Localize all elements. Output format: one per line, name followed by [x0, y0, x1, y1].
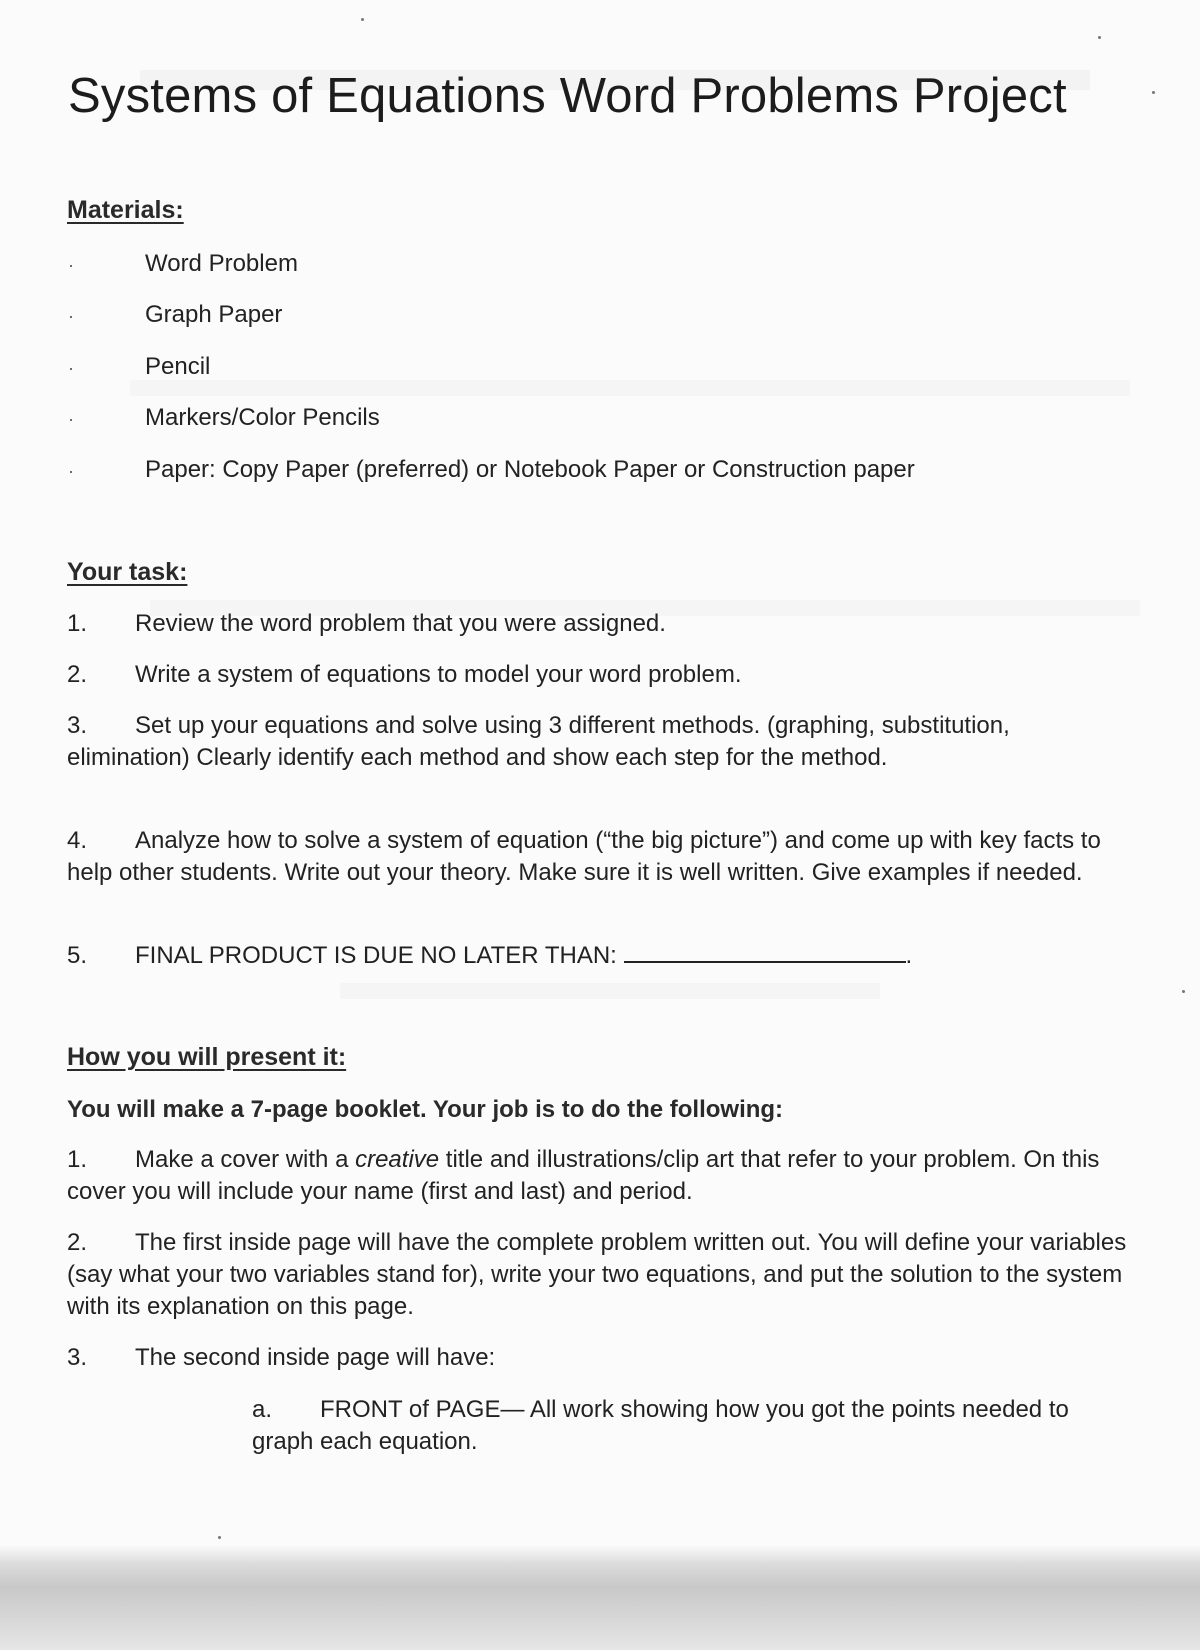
task-item-number: 5. [67, 942, 88, 969]
bullet-icon: · [68, 358, 74, 378]
present-item-emphasis: creative [355, 1146, 440, 1173]
task-item-text: FINAL PRODUCT IS DUE NO LATER THAN: [135, 942, 617, 969]
task-item-text: Review the word problem that you were assigned. [135, 610, 666, 637]
task-item [67, 940, 1127, 972]
present-item [67, 1342, 1127, 1374]
materials-item-label: Pencil [145, 353, 211, 380]
task-item [67, 710, 1127, 774]
bullet-icon: · [68, 409, 74, 429]
task-item [67, 608, 1127, 640]
materials-item [68, 456, 915, 484]
bullet-icon: · [68, 461, 74, 481]
present-item-number: 3. [67, 1344, 88, 1371]
materials-item [68, 404, 380, 432]
materials-item-label: Markers/Color Pencils [145, 404, 380, 431]
bleed-through-decoration [340, 983, 880, 999]
task-item [67, 825, 1127, 889]
scan-shadow [0, 1545, 1200, 1650]
task-item-text: Analyze how to solve a system of equation (“the big picture”) and come up with key facts to help other students. Write out your theory. Make sure it is well written. Give examples if needed. [67, 827, 1101, 886]
materials-item [68, 250, 298, 278]
task-item-text: Write a system of equations to model your word problem. [135, 661, 742, 688]
bleed-through-decoration [130, 380, 1130, 396]
task-item-number: 3. [67, 712, 88, 739]
materials-item [68, 353, 210, 381]
task-item-number: 2. [67, 661, 88, 688]
due-date-blank [624, 941, 906, 963]
present-item [67, 1144, 1127, 1208]
present-item-text: The second inside page will have: [135, 1344, 496, 1371]
task-item-number: 4. [67, 827, 88, 854]
scan-speck [1098, 36, 1101, 39]
materials-item-label: Paper: Copy Paper (preferred) or Notebook Paper or Construction paper [145, 456, 915, 483]
present-item-text: title and illustrations/clip art that refer to your problem. On this cover you will include your name (first and last) and period. [67, 1146, 1100, 1205]
present-heading: How you will present it: [67, 1043, 347, 1071]
materials-item-label: Graph Paper [145, 301, 283, 328]
materials-item-label: Word Problem [145, 250, 298, 277]
present-item-text: The first inside page will have the complete problem written out. You will define your variables (say what your two variables stand for), write your two equations, and put the solution to the system with its explanation on this page. [67, 1229, 1127, 1320]
present-subitem-letter: a. [252, 1396, 273, 1423]
scan-speck [1182, 990, 1185, 993]
present-item-number: 2. [67, 1229, 88, 1256]
bullet-icon: · [68, 255, 74, 275]
task-item-number: 1. [67, 610, 88, 637]
materials-item [68, 301, 282, 329]
materials-heading: Materials: [67, 196, 184, 224]
present-subitem [252, 1394, 1112, 1458]
scan-speck [361, 18, 364, 21]
task-heading: Your task: [67, 558, 188, 586]
scan-speck [218, 1536, 221, 1539]
page-title: Systems of Equations Word Problems Project [68, 69, 1067, 123]
present-item-text: Make a cover with a [135, 1146, 356, 1173]
task-item-end: . [905, 942, 913, 969]
scan-speck [1152, 91, 1155, 94]
present-item-number: 1. [67, 1146, 88, 1173]
task-item-text: Set up your equations and solve using 3 different methods. (graphing, substitution, elimination) Clearly identify each method and show each step for the method. [67, 712, 1010, 771]
present-item [67, 1227, 1127, 1323]
task-item [67, 659, 1127, 691]
bullet-icon: · [68, 306, 74, 326]
present-subitem-text: FRONT of PAGE— All work showing how you got the points needed to graph each equation. [252, 1396, 1069, 1455]
present-intro: You will make a 7-page booklet. Your job is to do the following: [67, 1096, 784, 1123]
